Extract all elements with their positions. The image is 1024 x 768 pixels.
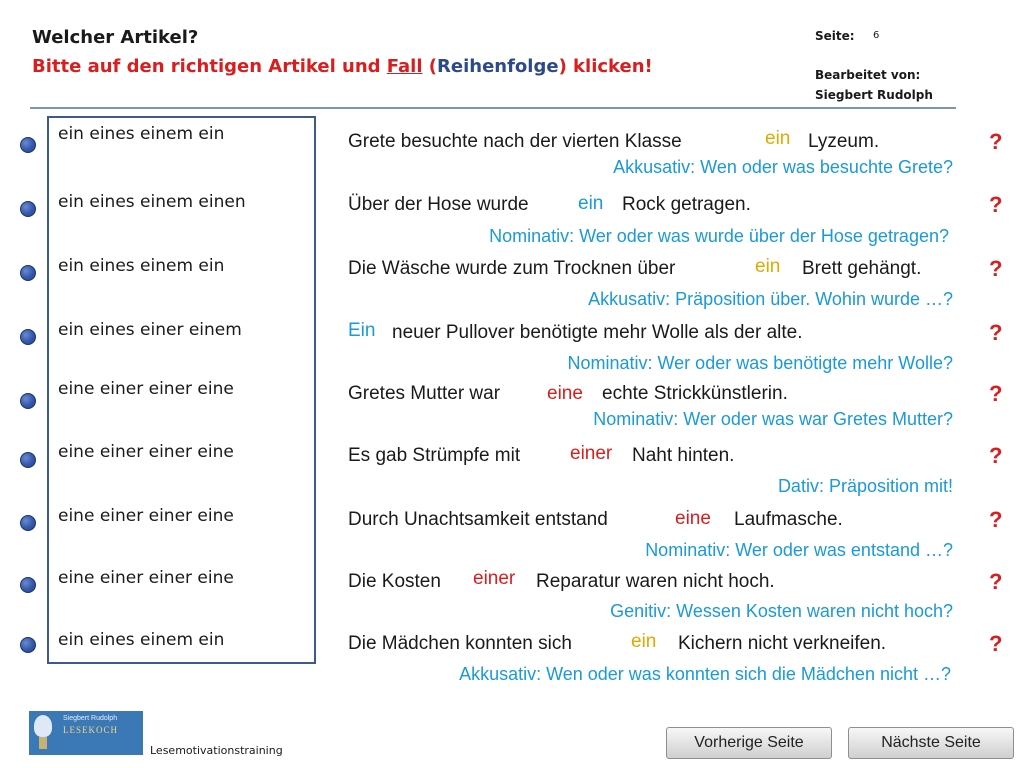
option-6[interactable]: eine einer einer eine bbox=[58, 442, 234, 462]
next-page-button[interactable]: Nächste Seite bbox=[848, 727, 1014, 759]
sentence-8-before: Die Kosten bbox=[348, 571, 441, 592]
option-9[interactable]: ein eines einem ein bbox=[58, 630, 225, 650]
option-8[interactable]: eine einer einer eine bbox=[58, 568, 234, 588]
sentence-4-article: Ein bbox=[348, 320, 376, 341]
sentence-3-help-button[interactable]: ? bbox=[989, 256, 1003, 281]
instruction bbox=[32, 56, 653, 77]
sentence-6-help-button[interactable]: ? bbox=[989, 443, 1003, 468]
sentence-8-help-button[interactable]: ? bbox=[989, 569, 1003, 594]
sentence-5-help-button[interactable]: ? bbox=[989, 381, 1003, 406]
option-bullet[interactable] bbox=[20, 452, 36, 468]
instruction-fall: Fall bbox=[386, 56, 423, 77]
sentence-9-help-button[interactable]: ? bbox=[989, 631, 1003, 656]
edited-by-label: Bearbeitet von: bbox=[815, 68, 921, 82]
sentence-6-after: Naht hinten. bbox=[632, 445, 735, 466]
sentence-6-article: einer bbox=[570, 443, 613, 464]
sentence-9-after: Kichern nicht verkneifen. bbox=[678, 633, 887, 654]
sentence-6-before: Es gab Strümpfe mit bbox=[348, 445, 521, 466]
page-title: Welcher Artikel? bbox=[32, 27, 199, 48]
sentence-1-before: Grete besuchte nach der vierten Klasse bbox=[348, 131, 682, 152]
sentence-9-article: ein bbox=[631, 631, 657, 652]
lesekoch-logo bbox=[29, 711, 143, 755]
sentence-9-hint: Akkusativ: Wen oder was konnten sich die Mädchen nicht …? bbox=[459, 664, 951, 684]
option-1[interactable]: ein eines einem ein bbox=[58, 124, 225, 144]
sentence-1-help-button[interactable]: ? bbox=[989, 129, 1003, 154]
sentence-7-article: eine bbox=[675, 508, 711, 529]
sentence-5-after: echte Strickkünstlerin. bbox=[602, 383, 788, 404]
sentence-4-hint: Nominativ: Wer oder was benötigte mehr Wolle? bbox=[567, 353, 953, 373]
sentence-5-article: eine bbox=[547, 383, 583, 404]
sentence-3-hint: Akkusativ: Präposition über. Wohin wurde …? bbox=[588, 289, 953, 309]
option-2[interactable]: ein eines einem einen bbox=[58, 192, 246, 212]
lightbulb-icon bbox=[34, 715, 52, 737]
previous-page-button[interactable]: Vorherige Seite bbox=[666, 727, 832, 759]
sentence-4-help-button[interactable]: ? bbox=[989, 320, 1003, 345]
footer-label: Lesemotivationstraining bbox=[150, 744, 283, 757]
logo-brand: LESEKOCH bbox=[63, 725, 118, 735]
sentence-8-article: einer bbox=[473, 568, 516, 589]
sentence-3-after: Brett gehängt. bbox=[802, 258, 922, 279]
author-name: Siegbert Rudolph bbox=[815, 88, 933, 102]
sentence-7-hint: Nominativ: Wer oder was entstand …? bbox=[645, 540, 953, 560]
sentence-6-hint: Dativ: Präposition mit! bbox=[777, 476, 953, 496]
option-bullet[interactable] bbox=[20, 137, 36, 153]
instruction-end: ) klicken! bbox=[558, 56, 653, 77]
option-5[interactable]: eine einer einer eine bbox=[58, 379, 234, 399]
sentence-8-after: Reparatur waren nicht hoch. bbox=[536, 571, 775, 592]
sentence-3-before: Die Wäsche wurde zum Trocknen über bbox=[348, 258, 676, 279]
logo-author: Siegbert Rudolph bbox=[63, 715, 118, 722]
sentence-2-article: ein bbox=[578, 193, 604, 214]
sentence-2-after: Rock getragen. bbox=[622, 194, 751, 215]
sentence-8-hint: Genitiv: Wessen Kosten waren nicht hoch? bbox=[610, 601, 953, 621]
sentence-1-hint: Akkusativ: Wen oder was besuchte Grete? bbox=[613, 157, 953, 177]
instruction-part: Bitte auf den richtigen Artikel und bbox=[32, 56, 387, 77]
option-bullet[interactable] bbox=[20, 515, 36, 531]
sentence-2-hint: Nominativ: Wer oder was wurde über der Hose getragen? bbox=[489, 226, 949, 246]
sentence-4-after: neuer Pullover benötigte mehr Wolle als der alte. bbox=[392, 322, 803, 343]
option-bullet[interactable] bbox=[20, 201, 36, 217]
option-4[interactable]: ein eines einer einem bbox=[58, 320, 242, 340]
option-bullet[interactable] bbox=[20, 265, 36, 281]
sentence-2-help-button[interactable]: ? bbox=[989, 192, 1003, 217]
option-3[interactable]: ein eines einem ein bbox=[58, 256, 225, 276]
option-7[interactable]: eine einer einer eine bbox=[58, 506, 234, 526]
lightbulb-base bbox=[39, 737, 47, 749]
sentence-5-hint: Nominativ: Wer oder was war Gretes Mutter? bbox=[593, 409, 953, 429]
page-number: 6 bbox=[873, 30, 880, 41]
option-bullet[interactable] bbox=[20, 577, 36, 593]
sentence-7-help-button[interactable]: ? bbox=[989, 507, 1003, 532]
sentence-7-after: Laufmasche. bbox=[734, 509, 843, 530]
sentence-1-article: ein bbox=[765, 128, 791, 149]
option-bullet[interactable] bbox=[20, 393, 36, 409]
instruction-paren: ( bbox=[422, 56, 438, 77]
instruction-reihenfolge: Reihenfolge bbox=[437, 56, 559, 77]
sentence-2-before: Über der Hose wurde bbox=[348, 194, 529, 215]
sentence-3-article: ein bbox=[755, 256, 781, 277]
sentence-1-after: Lyzeum. bbox=[808, 131, 880, 152]
header-divider bbox=[30, 107, 956, 109]
option-bullet[interactable] bbox=[20, 329, 36, 345]
sentence-9-before: Die Mädchen konnten sich bbox=[348, 633, 572, 654]
option-bullet[interactable] bbox=[20, 637, 36, 653]
page-label: Seite: bbox=[815, 29, 855, 43]
sentence-5-before: Gretes Mutter war bbox=[348, 383, 501, 404]
sentence-7-before: Durch Unachtsamkeit entstand bbox=[348, 509, 608, 530]
